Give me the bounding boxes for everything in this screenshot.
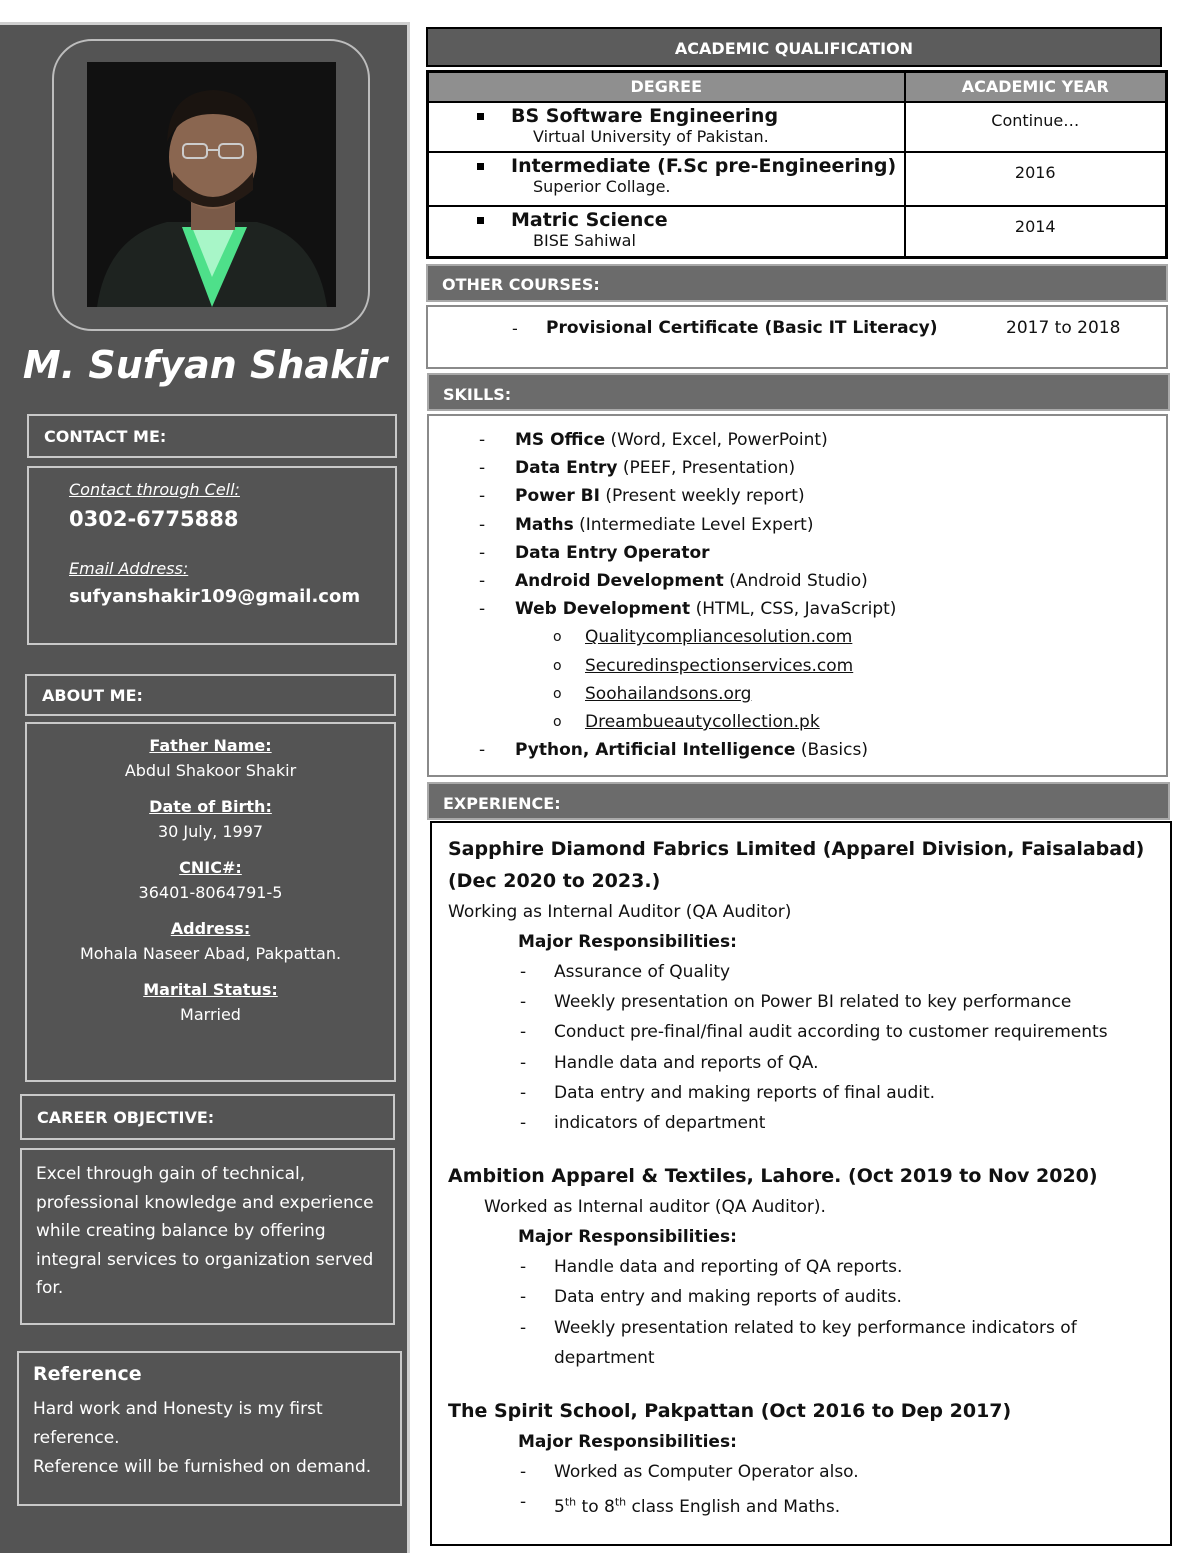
courses-heading: OTHER COURSES:: [442, 275, 600, 294]
list-item: [553, 680, 1166, 708]
reference-line-2: Reference will be furnished on demand.: [33, 1457, 372, 1477]
list-item: - Weekly presentation related to key performance indicators of department: [520, 1317, 1077, 1368]
list-item: - Conduct pre-final/final audit according to customer requirements: [520, 1022, 1108, 1043]
skill-name: Data Entry: [515, 458, 618, 479]
company-name: Ambition Apparel & Textiles, Lahore. (Oct 2019 to Nov 2020): [448, 1165, 1098, 1188]
list-item: - Power BI (Present weekly report): [479, 486, 805, 507]
duty-text: indicators of department: [554, 1113, 766, 1134]
skill-detail: (Present weekly report): [599, 486, 805, 507]
about-item: [27, 919, 394, 963]
duty-text: Conduct pre-final/final audit according to customer requirements: [554, 1022, 1108, 1043]
dob-label: Date of Birth:: [149, 797, 272, 816]
website-link[interactable]: Qualitycompliancesolution.com: [585, 627, 853, 648]
list-item: [553, 623, 1166, 651]
list-item: - 5th to 8th class English and Maths.: [520, 1492, 841, 1517]
profile-photo: [87, 62, 336, 307]
company-name: The Spirit School, Pakpattan (Oct 2016 to Dep 2017): [448, 1400, 1012, 1423]
duty-text: Handle data and reporting of QA reports.: [554, 1257, 903, 1278]
about-item: [27, 980, 394, 1024]
list-item: - Handle data and reports of QA.: [520, 1052, 819, 1073]
website-link[interactable]: Securedinspectionservices.com: [585, 655, 854, 676]
career-objective-text: Excel through gain of technical, professional knowledge and experience while creating balance by offering integral services to organization served for.: [36, 1164, 374, 1298]
bullet-icon: [477, 163, 484, 170]
skill-detail: (HTML, CSS, JavaScript): [690, 599, 897, 620]
reference-box: [17, 1351, 402, 1506]
cnic-value: 36401-8064791-5: [138, 883, 283, 902]
duty-text: Handle data and reports of QA.: [554, 1052, 819, 1073]
person-icon: [87, 62, 336, 307]
bullet-icon: [477, 113, 484, 120]
duty-text: 5th to 8th class English and Maths.: [554, 1495, 841, 1517]
cnic-label: CNIC#:: [179, 858, 242, 877]
skills-heading-bar: [427, 373, 1170, 411]
about-heading-box: [25, 674, 396, 716]
degree-title: Matric Science: [511, 208, 668, 231]
skill-name: Web Development: [515, 599, 691, 620]
list-item: - Web Development (HTML, CSS, JavaScript) o Qualitycompliancesolution.com o Securedinspectionservices.com o Soohailandsons.org o Dreambueautycollection.pk: [515, 595, 1166, 736]
reference-line-1: Hard work and Honesty is my first reference.: [33, 1399, 323, 1448]
address-label: Address:: [170, 919, 251, 938]
circle-bullet-icon: o: [553, 657, 562, 674]
degree-title: BS Software Engineering: [511, 104, 779, 127]
table-row: [428, 152, 1167, 206]
career-box: [20, 1148, 395, 1325]
list-item: - Data entry and making reports of final audit.: [520, 1082, 936, 1103]
address-value: Mohala Naseer Abad, Pakpattan.: [79, 944, 342, 963]
website-link[interactable]: Soohailandsons.org: [585, 683, 752, 704]
email-label: Email Address:: [69, 559, 189, 578]
career-heading-box: [20, 1094, 395, 1140]
duty-text: Data entry and making reports of audits.: [554, 1287, 902, 1308]
list-item: [553, 652, 1166, 680]
cell-label: Contact through Cell:: [69, 480, 240, 499]
list-item: - Assurance of Quality: [520, 962, 731, 982]
about-box: [25, 722, 396, 1082]
list-item: - MS Office (Word, Excel, PowerPoint): [479, 430, 828, 450]
bullet-icon: [477, 217, 484, 224]
duty-text: Worked as Computer Operator also.: [554, 1462, 859, 1483]
responsibilities-heading: Major Responsibilities:: [518, 1227, 737, 1248]
degree-year: 2016: [905, 152, 1167, 206]
job-role: Worked as Internal auditor (QA Auditor).: [484, 1197, 826, 1218]
marital-status-label: Marital Status:: [143, 980, 278, 999]
table-row: [428, 206, 1167, 258]
contact-heading-box: [27, 414, 397, 458]
academic-heading-bar: [426, 27, 1162, 67]
skill-detail: (Basics): [795, 740, 868, 761]
degree-institute: BISE Sahiwal: [533, 230, 636, 250]
list-item: - indicators of department: [520, 1113, 766, 1134]
job-role: Working as Internal Auditor (QA Auditor): [448, 902, 792, 922]
responsibilities-heading: Major Responsibilities:: [518, 1432, 737, 1453]
candidate-name: M. Sufyan Shakir: [22, 343, 388, 387]
list-item: - Worked as Computer Operator also.: [520, 1462, 859, 1483]
list-item: - Data Entry Operator: [479, 542, 710, 563]
dob-value: 30 July, 1997: [157, 822, 264, 841]
marital-status-value: Married: [180, 1005, 241, 1024]
duty-text: Assurance of Quality: [554, 962, 731, 982]
skill-detail: (Word, Excel, PowerPoint): [605, 430, 828, 450]
duty-text: Weekly presentation related to key performance indicators of department: [554, 1317, 1077, 1368]
list-item: - Python, Artificial Intelligence (Basics): [479, 740, 868, 761]
skill-name: Power BI: [515, 486, 600, 507]
skill-detail: (PEEF, Presentation): [617, 458, 796, 479]
about-item: [27, 797, 394, 841]
year-column-header: ACADEMIC YEAR: [905, 72, 1167, 102]
duty-text: Data entry and making reports of final audit.: [554, 1082, 936, 1103]
website-link[interactable]: Dreambueautycollection.pk: [585, 712, 820, 733]
skill-name: MS Office: [515, 430, 606, 450]
reference-heading: Reference: [33, 1363, 142, 1385]
list-item: - Data Entry (PEEF, Presentation): [479, 458, 796, 479]
list-item: [553, 708, 1166, 736]
contact-box: [27, 466, 397, 645]
list-item: - Android Development (Android Studio): [479, 571, 868, 592]
academic-table: [426, 70, 1168, 259]
course-name: Provisional Certificate (Basic IT Literacy): [546, 318, 938, 338]
courses-box: [426, 305, 1168, 369]
career-heading: CAREER OBJECTIVE:: [37, 1108, 215, 1127]
about-item: [27, 736, 394, 780]
father-name-label: Father Name:: [149, 736, 272, 755]
degree-institute: Superior Collage.: [533, 176, 671, 196]
degree-year: Continue…: [905, 102, 1167, 152]
circle-bullet-icon: o: [553, 629, 562, 646]
experience-heading-bar: [427, 782, 1170, 820]
list-item: - Weekly presentation on Power BI related to key performance: [520, 992, 1072, 1013]
company-name: Sapphire Diamond Fabrics Limited (Apparel Division, Faisalabad): [448, 838, 1145, 860]
experience-heading: EXPERIENCE:: [443, 794, 561, 813]
contact-heading: CONTACT ME:: [44, 427, 167, 446]
responsibilities-heading: Major Responsibilities:: [518, 932, 737, 952]
skill-name: Maths: [515, 514, 574, 535]
skill-detail: (Android Studio): [723, 571, 868, 592]
circle-bullet-icon: o: [553, 714, 562, 731]
academic-heading: ACADEMIC QUALIFICATION: [674, 39, 914, 58]
list-item: - Data entry and making reports of audits.: [520, 1287, 902, 1308]
skill-name: Python, Artificial Intelligence: [515, 740, 796, 761]
degree-institute: Virtual University of Pakistan.: [533, 126, 769, 146]
degree-title: Intermediate (F.Sc pre-Engineering): [511, 154, 897, 177]
email-address[interactable]: sufyanshakir109@gmail.com: [69, 586, 361, 607]
skill-name: Android Development: [515, 571, 724, 592]
skills-box: [427, 414, 1168, 777]
skills-heading: SKILLS:: [443, 385, 512, 404]
dash-icon: -: [512, 319, 518, 338]
experience-box: [430, 821, 1172, 1546]
degree-year: 2014: [905, 206, 1167, 258]
circle-bullet-icon: o: [553, 685, 562, 702]
father-name-value: Abdul Shakoor Shakir: [124, 761, 297, 780]
table-row: [428, 102, 1167, 152]
course-year: 2017 to 2018: [1006, 318, 1121, 338]
job-period: (Dec 2020 to 2023.): [448, 870, 661, 892]
courses-heading-bar: [426, 264, 1168, 302]
degree-column-header: DEGREE: [428, 72, 905, 102]
about-item: [27, 858, 394, 902]
duty-text: Weekly presentation on Power BI related to key performance: [554, 992, 1072, 1013]
skill-detail: (Intermediate Level Expert): [573, 514, 814, 535]
cell-number[interactable]: 0302-6775888: [69, 507, 239, 531]
skill-name: Data Entry Operator: [515, 542, 710, 563]
list-item: - Maths (Intermediate Level Expert): [479, 514, 814, 535]
about-heading: ABOUT ME:: [42, 686, 143, 705]
list-item: - Handle data and reporting of QA reports.: [520, 1257, 903, 1278]
